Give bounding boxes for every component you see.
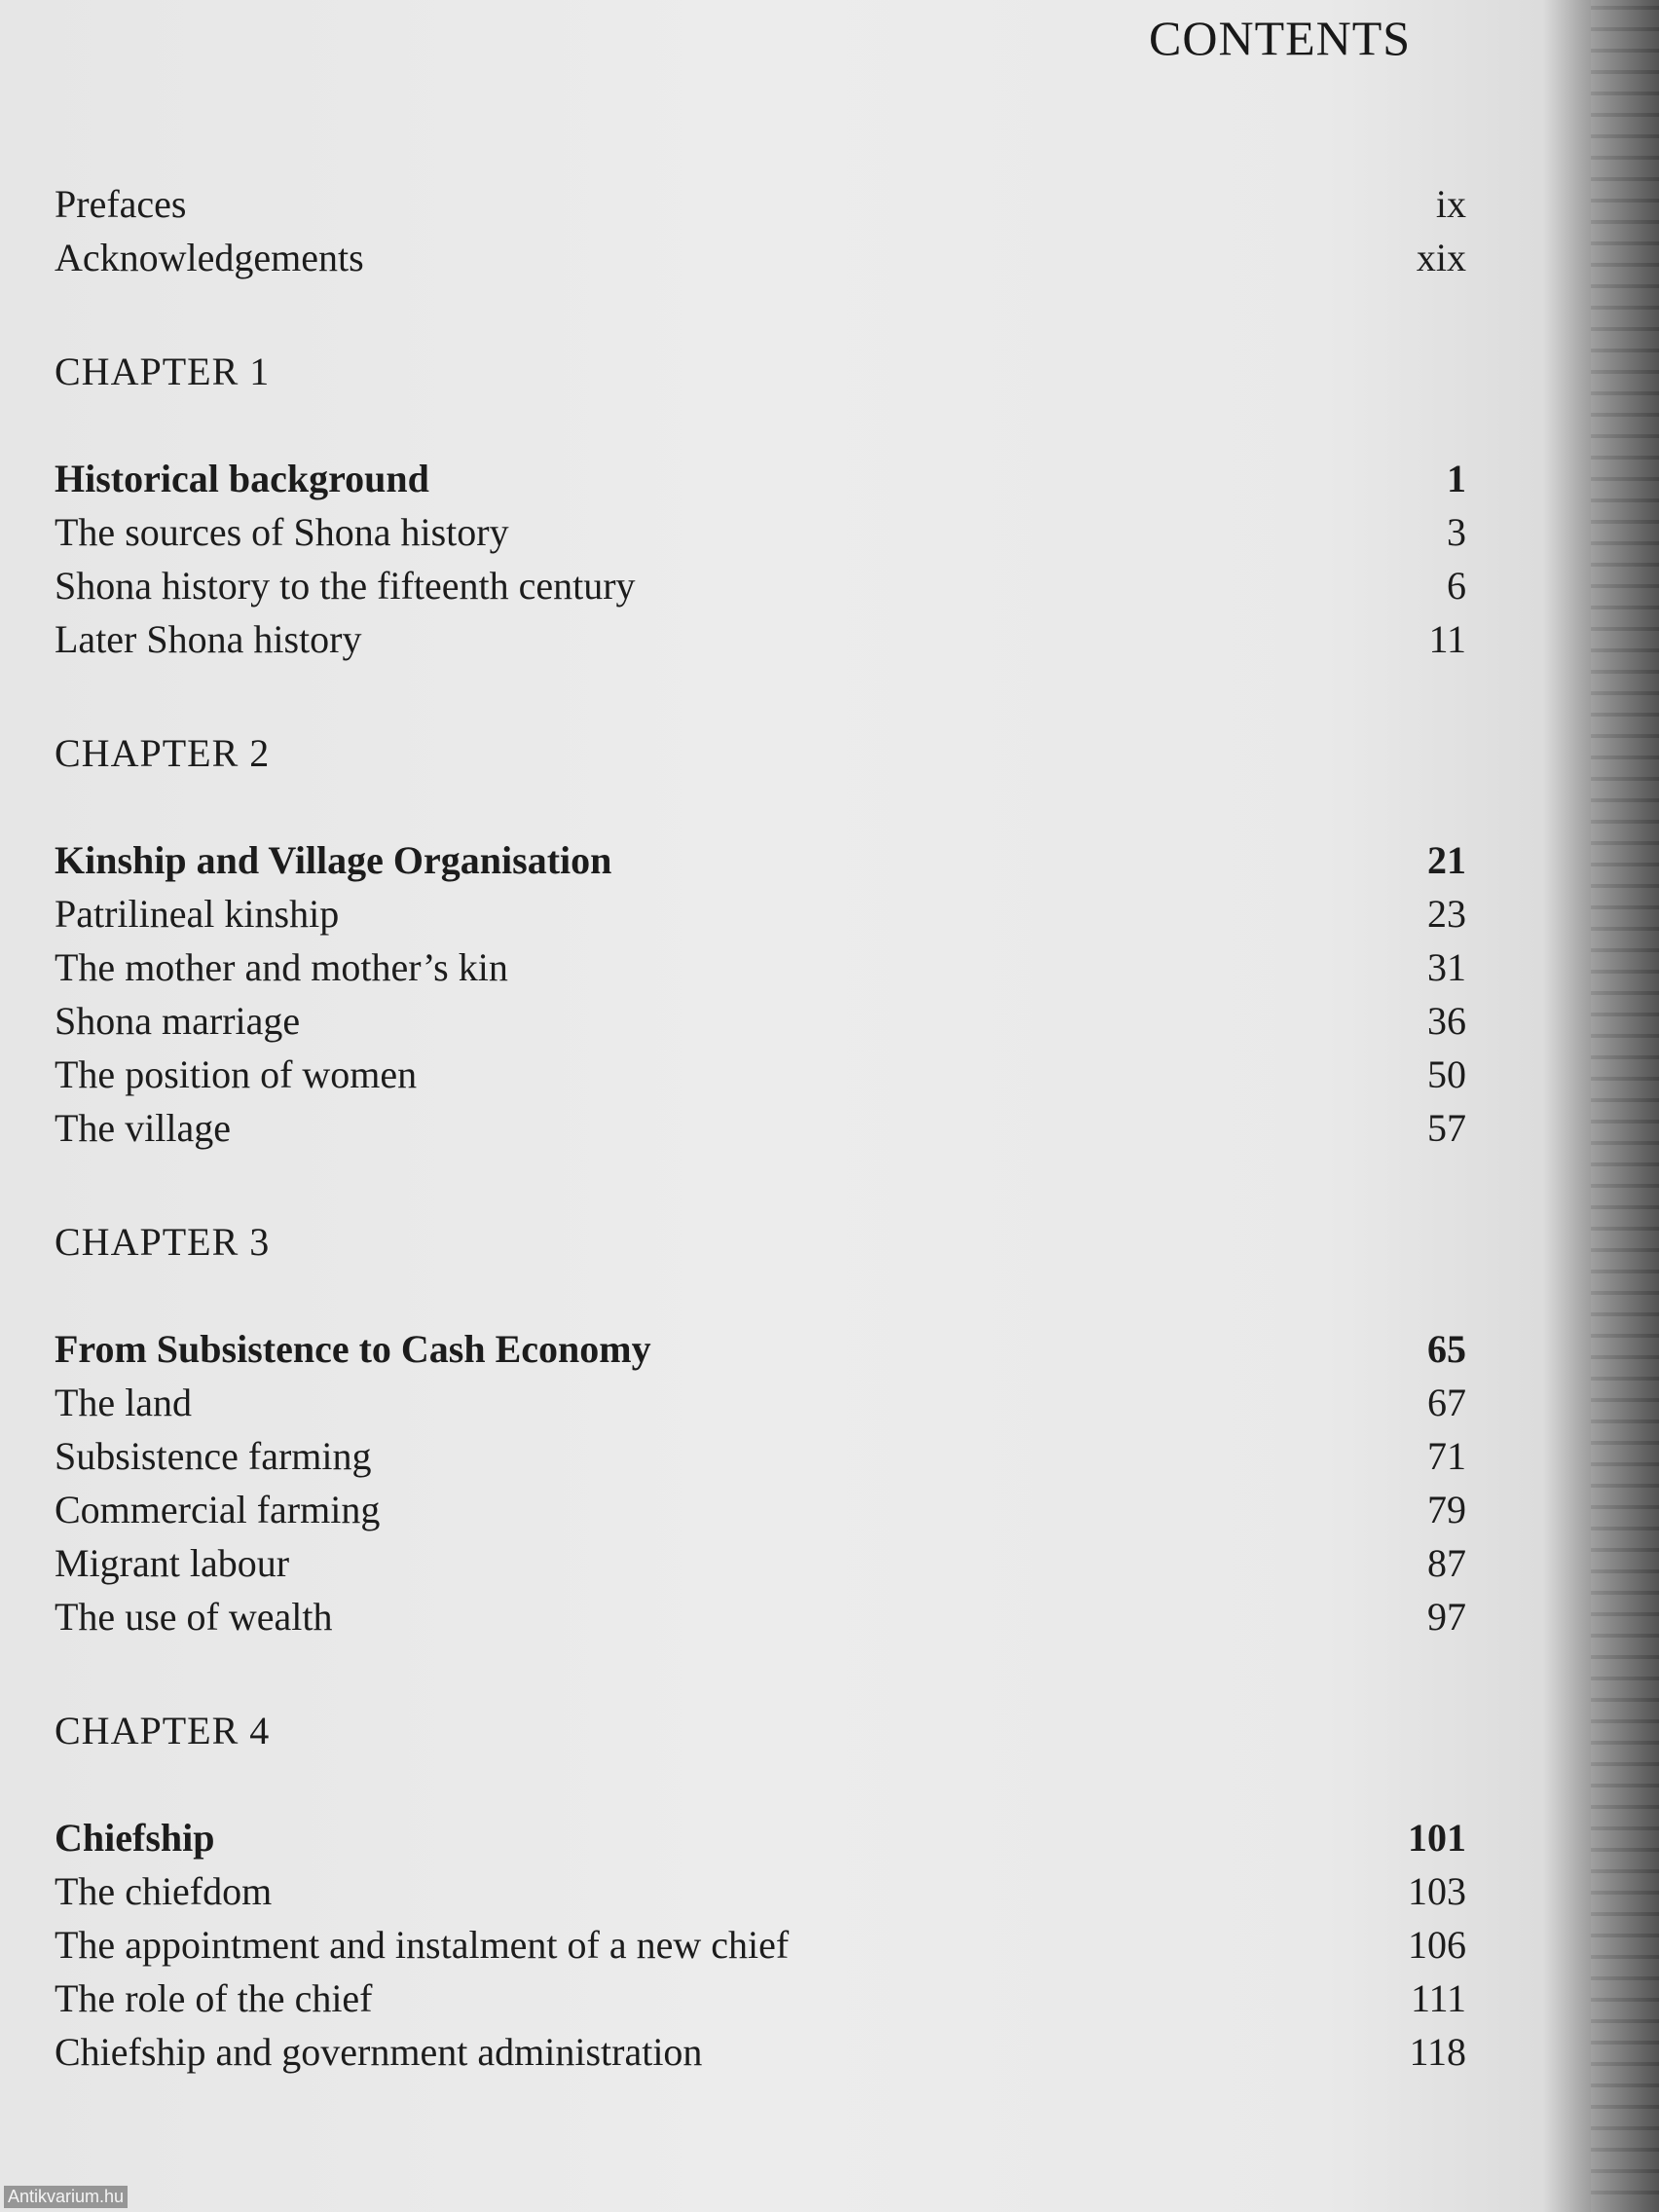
entry-page: 3 [1447, 510, 1466, 554]
toc-entry [55, 616, 1466, 670]
toc-entry [55, 1868, 1466, 1922]
entry-page: 31 [1427, 945, 1466, 989]
chapter-title-1 [55, 456, 1466, 509]
toc-entry [55, 563, 1466, 616]
toc-entry [55, 1433, 1466, 1487]
toc-entry [55, 1051, 1466, 1105]
entry-label: Patrilineal kinship [55, 892, 340, 936]
entry-label: The role of the chief [55, 1976, 373, 2020]
entry-page: 111 [1410, 1976, 1466, 2020]
chapter-title-4 [55, 1815, 1466, 1868]
book-binding-edge [1591, 0, 1659, 2212]
entry-page: 79 [1427, 1488, 1466, 1531]
entry-page: 118 [1409, 2030, 1466, 2074]
chapter-heading-2: CHAPTER 2 [55, 731, 271, 775]
entry-label: The use of wealth [55, 1595, 333, 1639]
entry-label: Chiefship [55, 1816, 215, 1860]
toc-entry [55, 998, 1466, 1051]
entry-label: Migrant labour [55, 1541, 290, 1585]
toc-entry [55, 1594, 1466, 1647]
entry-page: 6 [1447, 564, 1466, 608]
entry-page: 1 [1447, 457, 1466, 500]
entry-label: The position of women [55, 1052, 418, 1096]
entry-label: The appointment and instalment of a new chief [55, 1923, 790, 1967]
entry-page: 11 [1428, 617, 1466, 661]
entry-label: Chiefship and government administration [55, 2030, 703, 2074]
toc-entry [55, 891, 1466, 944]
entry-page: 87 [1427, 1541, 1466, 1585]
toc-entry [55, 1380, 1466, 1433]
entry-label: The village [55, 1106, 232, 1150]
entry-label: The land [55, 1381, 193, 1424]
toc-entry [55, 2029, 1466, 2083]
entry-label: The sources of Shona history [55, 510, 509, 554]
entry-label: Commercial farming [55, 1488, 381, 1531]
entry-label: From Subsistence to Cash Economy [55, 1327, 651, 1371]
toc-entry [55, 1540, 1466, 1594]
chapter-heading-4: CHAPTER 4 [55, 1709, 271, 1752]
table-of-contents [55, 181, 1466, 2083]
chapter-title-3 [55, 1326, 1466, 1380]
entry-page: 65 [1427, 1327, 1466, 1371]
entry-page: 23 [1427, 892, 1466, 936]
entry-page: 67 [1427, 1381, 1466, 1424]
toc-entry [55, 509, 1466, 563]
entry-page: 21 [1427, 838, 1466, 882]
page-title: CONTENTS [1149, 11, 1412, 65]
entry-page: 57 [1427, 1106, 1466, 1150]
entry-label: Acknowledgements [55, 236, 364, 279]
entry-page: 36 [1427, 999, 1466, 1043]
watermark: Antikvarium.hu [4, 2186, 128, 2208]
chapter-heading-3: CHAPTER 3 [55, 1220, 271, 1264]
entry-label: Historical background [55, 457, 429, 500]
entry-label: Subsistence farming [55, 1434, 372, 1478]
toc-entry [55, 1487, 1466, 1540]
entry-label: Prefaces [55, 182, 187, 226]
entry-page: 50 [1427, 1052, 1466, 1096]
entry-page: ix [1435, 182, 1466, 226]
toc-entry [55, 1105, 1466, 1159]
entry-page: 103 [1408, 1869, 1466, 1913]
chapter-title-2 [55, 837, 1466, 891]
chapter-heading-1: CHAPTER 1 [55, 350, 271, 393]
entry-page: 106 [1408, 1923, 1466, 1967]
entry-label: Kinship and Village Organisation [55, 838, 612, 882]
toc-entry [55, 1975, 1466, 2029]
entry-page: 71 [1427, 1434, 1466, 1478]
entry-label: The mother and mother’s kin [55, 945, 508, 989]
entry-label: Shona history to the fifteenth century [55, 564, 636, 608]
toc-entry-acknowledgements [55, 235, 1466, 288]
entry-page: 101 [1408, 1816, 1466, 1860]
toc-entry-prefaces [55, 181, 1466, 235]
entry-label: Shona marriage [55, 999, 301, 1043]
entry-page: 97 [1427, 1595, 1466, 1639]
entry-page: xix [1416, 236, 1466, 279]
toc-entry [55, 1922, 1466, 1975]
toc-entry [55, 944, 1466, 998]
entry-label: The chiefdom [55, 1869, 273, 1913]
entry-label: Later Shona history [55, 617, 362, 661]
